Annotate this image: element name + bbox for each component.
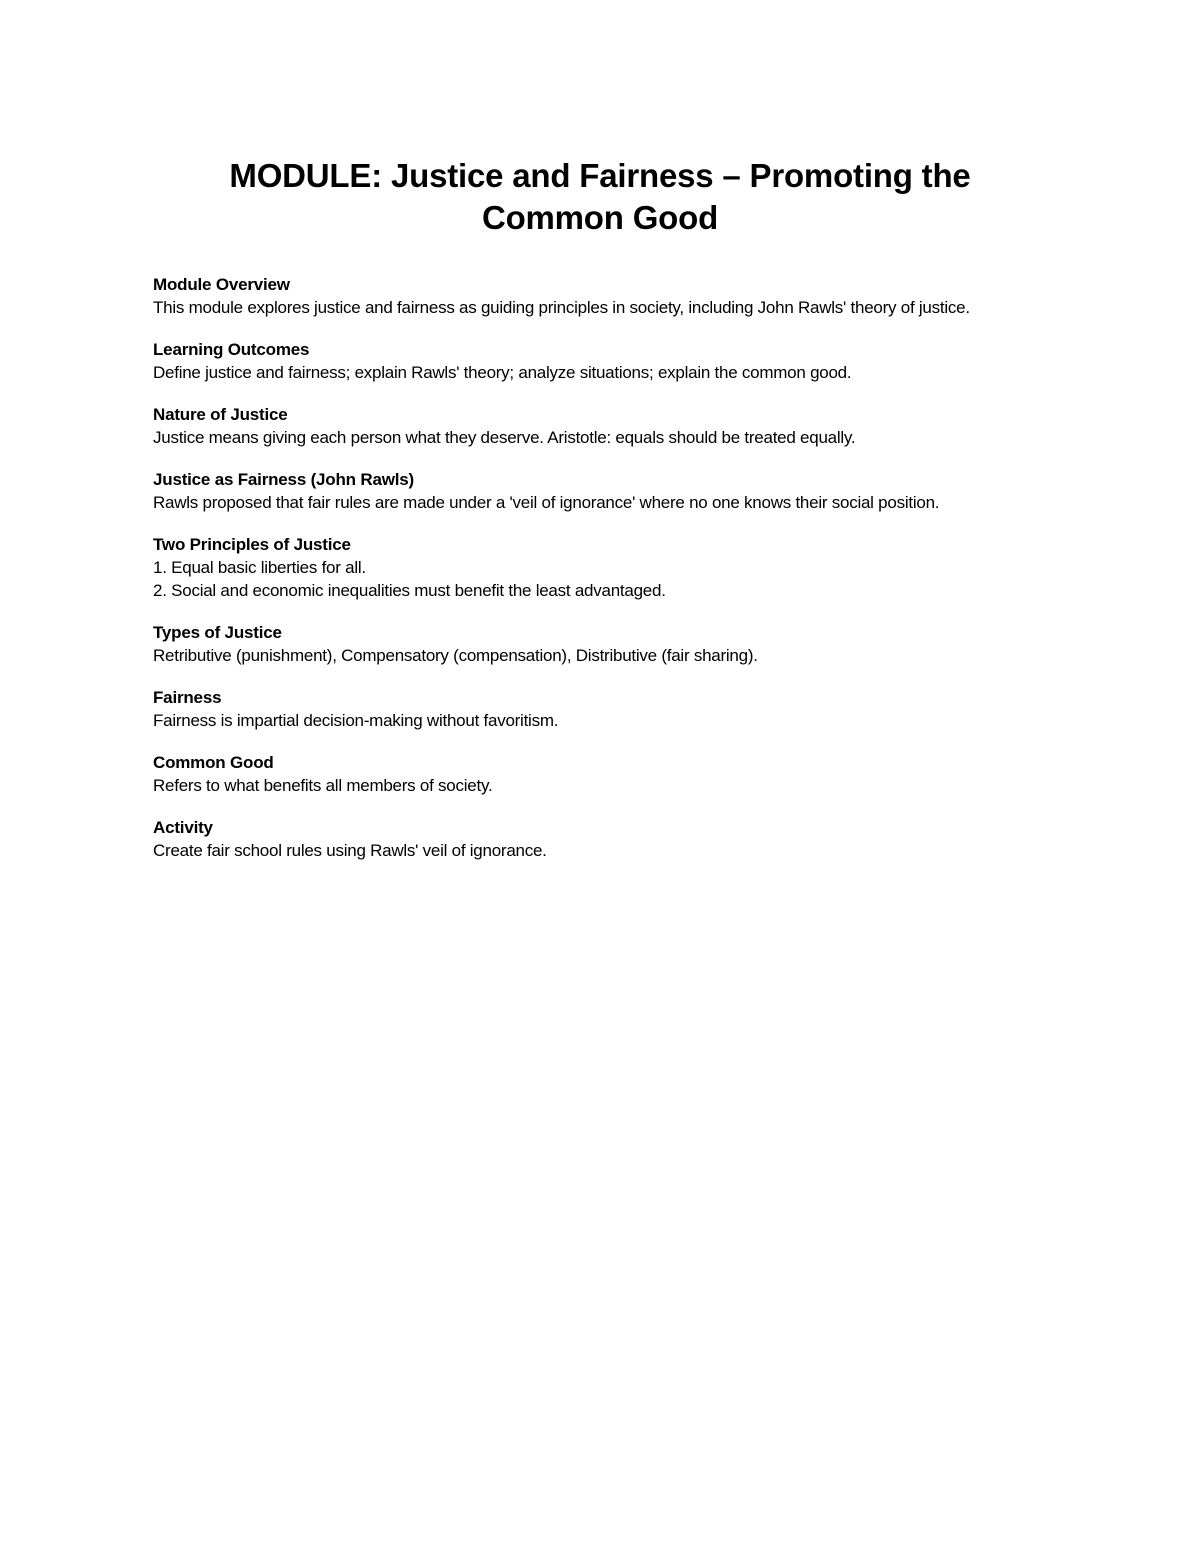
section-common-good <box>153 751 1058 797</box>
section-fairness <box>153 686 1058 732</box>
section-heading: Two Principles of Justice <box>153 535 351 554</box>
section-heading: Justice as Fairness (John Rawls) <box>153 470 414 489</box>
section-text: Rawls proposed that fair rules are made under a 'veil of ignorance' where no one knows their social position. <box>153 493 940 512</box>
section-types-of-justice <box>153 621 1058 667</box>
section-text: Fairness is impartial decision-making without favoritism. <box>153 711 559 730</box>
title-line-1: MODULE: Justice and Fairness – Promoting the <box>229 157 971 194</box>
section-text: Retributive (punishment), Compensatory (compensation), Distributive (fair sharing). <box>153 646 758 665</box>
section-learning-outcomes <box>153 338 1058 384</box>
principle-item: 1. Equal basic liberties for all. <box>153 558 366 577</box>
section-two-principles <box>153 533 1058 602</box>
section-text: Refers to what benefits all members of society. <box>153 776 493 795</box>
section-heading: Fairness <box>153 688 222 707</box>
section-activity <box>153 816 1058 862</box>
section-text: Define justice and fairness; explain Rawls' theory; analyze situations; explain the common good. <box>153 363 852 382</box>
section-text: This module explores justice and fairness as guiding principles in society, including John Rawls' theory of justice. <box>153 298 970 317</box>
section-heading: Module Overview <box>153 275 290 294</box>
section-heading: Types of Justice <box>153 623 282 642</box>
principle-item: 2. Social and economic inequalities must benefit the least advantaged. <box>153 581 666 600</box>
section-justice-as-fairness <box>153 468 1058 514</box>
section-text: Justice means giving each person what they deserve. Aristotle: equals should be treated equally. <box>153 428 856 447</box>
section-heading: Common Good <box>153 753 274 772</box>
section-module-overview <box>153 273 1058 319</box>
document-body <box>153 273 1058 881</box>
section-text: Create fair school rules using Rawls' veil of ignorance. <box>153 841 547 860</box>
title-line-2: Common Good <box>481 199 719 236</box>
section-heading: Activity <box>153 818 213 837</box>
section-heading: Nature of Justice <box>153 405 288 424</box>
section-nature-of-justice <box>153 403 1058 449</box>
section-heading: Learning Outcomes <box>153 340 310 359</box>
document-title <box>0 155 1200 239</box>
